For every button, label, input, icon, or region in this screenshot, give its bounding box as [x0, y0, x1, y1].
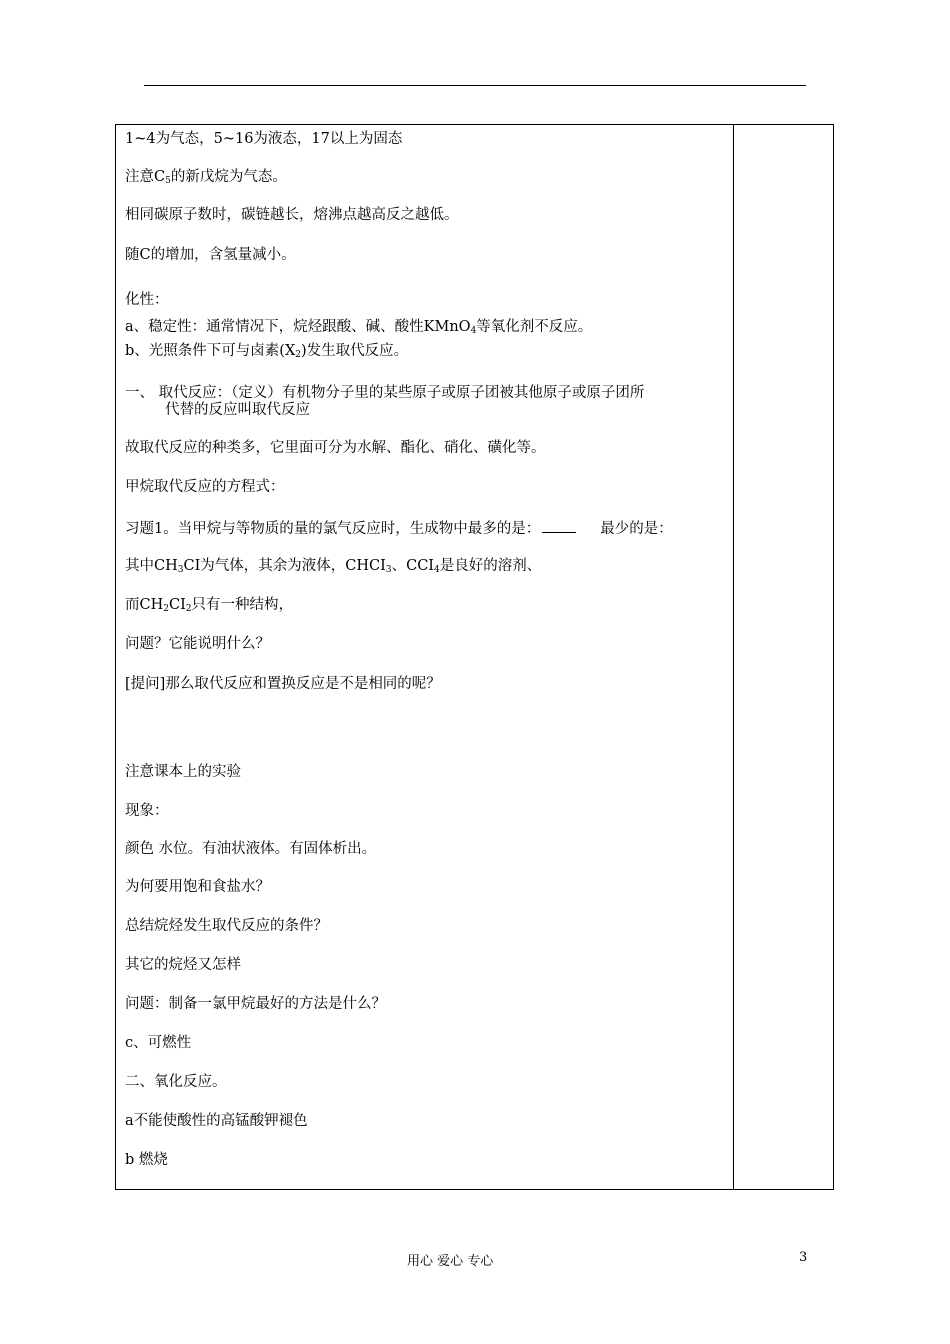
- text-line-products: 其中$CH_3CI$为气体，其余为液体，$CHCI_3$、$CCI_4$是良好的溶剂、: [125, 558, 542, 575]
- text-line-combustion: b 燃烧: [125, 1152, 168, 1168]
- text-line-experiment: 注意课本上的实验: [125, 764, 241, 780]
- text-line-states: 1~4为气态，5~16为液态，17以上为固态: [125, 131, 403, 147]
- text-line-dichloromethane: 而$CH_2CI_2$只有一种结构，: [125, 597, 294, 614]
- text-line-permanganate: a不能使酸性的高锰酸钾褪色: [125, 1113, 308, 1129]
- text-line-ask: [提问]那么取代反应和置换反应是不是相同的呢？: [125, 676, 441, 692]
- text-line-exercise-1: 习题1。当甲烷与等物质的量的氯气反应时，生成物中最多的是： 最少的是：: [125, 518, 673, 538]
- text-line-saturated-brine: 为何要用饱和食盐水？: [125, 879, 270, 895]
- text-line-neopentane: 注意$C_5$的新戊烷为气态。: [125, 169, 287, 186]
- text-line-halogen: b、光照条件下可与卤素$(X_2)$发生取代反应。: [125, 343, 409, 360]
- footer-motto: 用心 爱心 专心: [407, 1254, 494, 1269]
- answer-blank: [542, 518, 576, 533]
- text-line-oxidation: 二、氧化反应。: [125, 1074, 227, 1090]
- lesson-table: [115, 124, 834, 1190]
- text-line-substitution-definition: 一、 取代反应：（定义）有机物分子里的某些原子或原子团被其他原子或原子团所: [125, 385, 645, 401]
- text-line-methane-equation: 甲烷取代反应的方程式：: [125, 479, 285, 495]
- text-line-substitution-types: 故取代反应的种类多，它里面可分为水解、酯化、硝化、磺化等。: [125, 440, 546, 456]
- text-line-question: 问题？它能说明什么？: [125, 636, 270, 652]
- text-line-boiling-point: 相同碳原子数时，碳链越长，熔沸点越高反之越低。: [125, 207, 459, 223]
- text-line-other-alkanes: 其它的烷烃又怎样: [125, 957, 241, 973]
- text-line-conditions: 总结烷烃发生取代反应的条件？: [125, 918, 328, 934]
- text-line-observations: 颜色 水位。有油状液体。有固体析出。: [125, 841, 377, 857]
- text-line-flammability: c、可燃性: [125, 1035, 192, 1051]
- text-line-chloromethane-prep: 问题：制备一氯甲烷最好的方法是什么？: [125, 996, 386, 1012]
- text-line-phenomenon: 现象：: [125, 803, 169, 819]
- text-line-hydrogen-content: 随C的增加，含氢量减小。: [125, 247, 296, 263]
- page-number: 3: [799, 1250, 808, 1265]
- text-line-stability: a、稳定性：通常情况下，烷烃跟酸、碱、酸性KMnO$_4$等氧化剂不反应。: [125, 319, 593, 336]
- column-divider: [733, 125, 734, 1189]
- text-line-substitution-definition-cont: 代替的反应叫取代反应: [165, 402, 310, 418]
- text-line-chemical-properties: 化性：: [125, 292, 169, 308]
- header-rule: [144, 85, 806, 86]
